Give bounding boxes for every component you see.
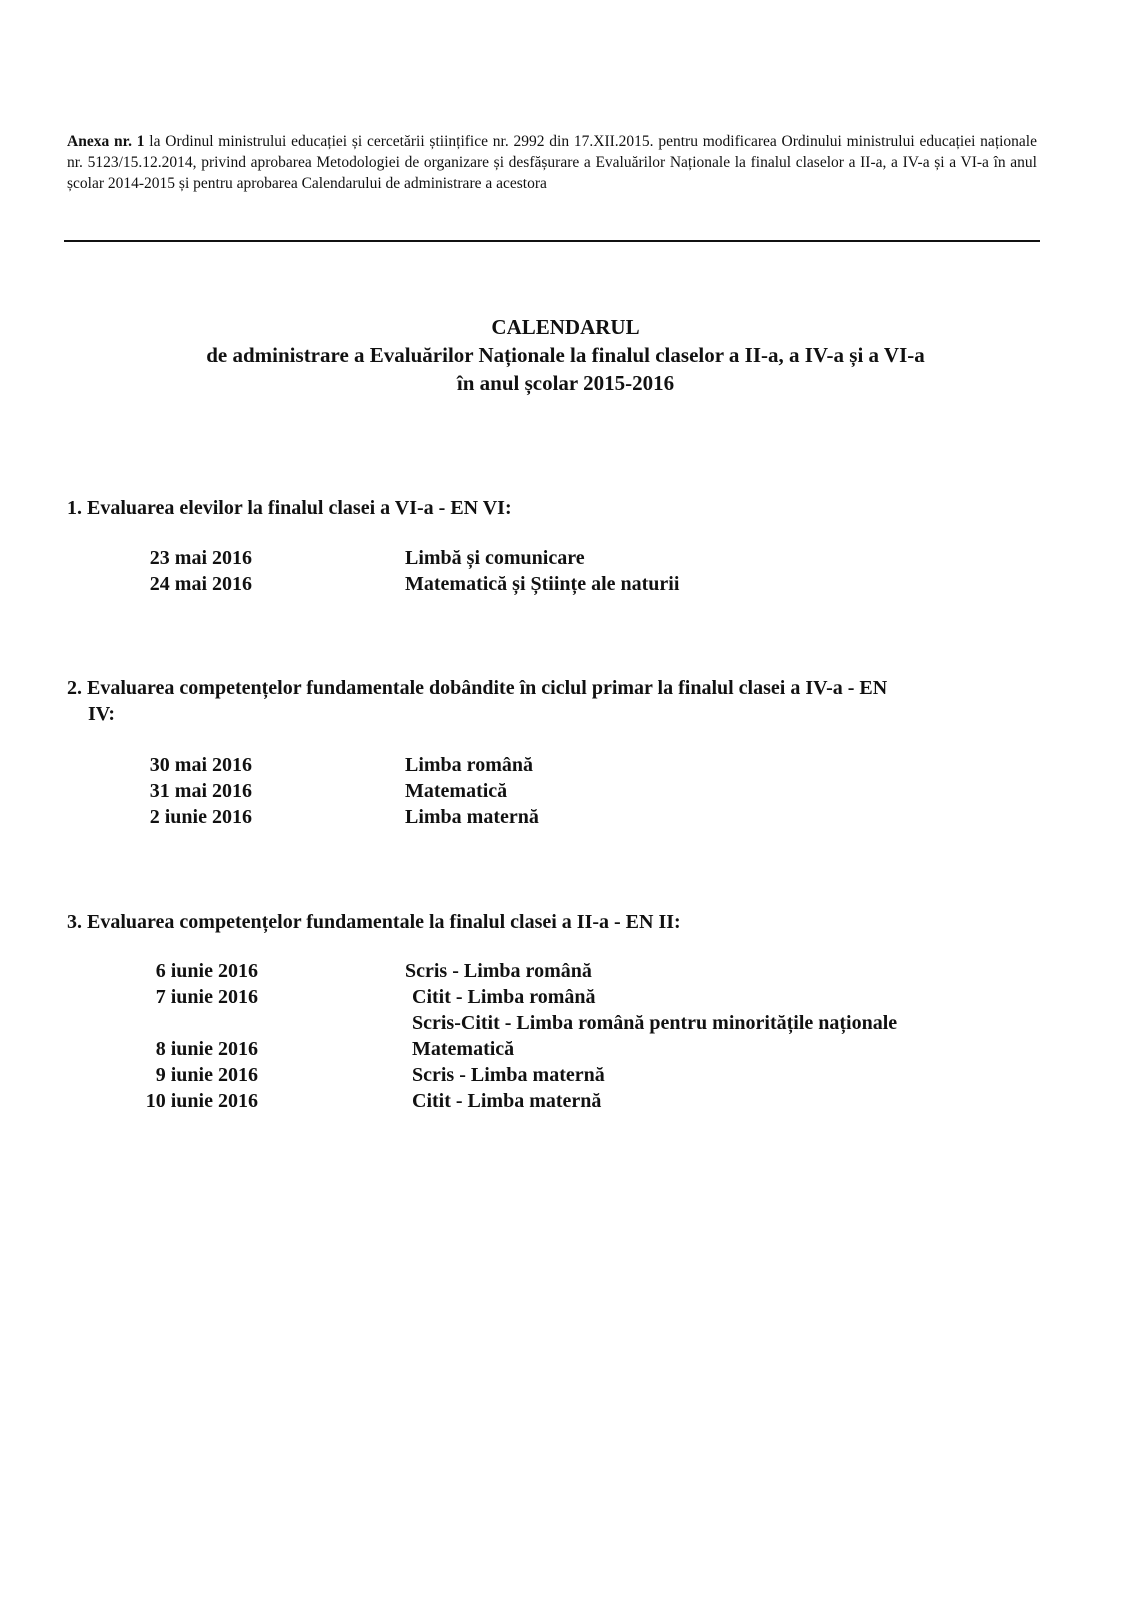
schedule-subject: Matematică xyxy=(405,780,508,802)
title-line-2: de administrare a Evaluărilor Naționale la finalul claselor a II-a, a IV-a și a VI-a xyxy=(206,343,925,367)
schedule-subject: Scris-Citit - Limba română pentru minoritățile naționale xyxy=(412,1012,898,1034)
section-2-heading-line-2: IV: xyxy=(88,703,116,725)
schedule-row xyxy=(67,804,1037,830)
annex-label: Anexa nr. 1 xyxy=(67,133,145,150)
schedule-subject: Limba maternă xyxy=(405,806,539,828)
schedule-row xyxy=(67,545,1037,571)
schedule-row xyxy=(67,1010,1037,1036)
schedule-date: 2 iunie 2016 xyxy=(149,806,252,828)
document-title xyxy=(0,313,1131,397)
schedule-date: 8 iunie 2016 xyxy=(155,1038,258,1060)
schedule-subject: Scris - Limba română xyxy=(405,960,592,982)
header-divider xyxy=(64,240,1040,242)
title-line-1: CALENDARUL xyxy=(491,315,640,339)
schedule-date: 24 mai 2016 xyxy=(149,573,252,595)
schedule-date: 10 iunie 2016 xyxy=(145,1090,258,1112)
schedule-subject: Citit - Limba română xyxy=(412,986,596,1008)
annex-text: la Ordinul ministrului educației și cercetării științifice nr. 2992 din 17.XII.2015. pentru modificarea Ordinului ministrului educației naționale nr. 5123/15.12.2014, privind aprobarea Metodologiei de organizare și desfășurare a Evaluărilor Naționale la finalul claselor a II-a, a IV-a și a VI-a în anul școlar 2014-2015 și pentru aprobarea Calendarului de administrare a acestora xyxy=(67,133,1037,192)
title-line-3: în anul școlar 2015-2016 xyxy=(456,371,675,395)
schedule-subject: Matematică xyxy=(412,1038,515,1060)
annex-header-note xyxy=(67,131,1037,194)
schedule-date: 9 iunie 2016 xyxy=(155,1064,258,1086)
section-2-schedule xyxy=(67,752,1037,830)
schedule-row xyxy=(67,752,1037,778)
section-1-schedule xyxy=(67,545,1037,597)
schedule-row xyxy=(67,958,1037,984)
schedule-row xyxy=(67,778,1037,804)
schedule-subject: Citit - Limba maternă xyxy=(412,1090,602,1112)
schedule-row xyxy=(67,1088,1037,1114)
section-3-heading: 3. Evaluarea competențelor fundamentale la finalul clasei a II-a - EN II: xyxy=(67,911,681,933)
schedule-subject: Matematică și Științe ale naturii xyxy=(405,573,680,595)
section-1-heading: 1. Evaluarea elevilor la finalul clasei a VI-a - EN VI: xyxy=(67,497,512,519)
schedule-subject: Limbă și comunicare xyxy=(405,547,585,569)
schedule-row xyxy=(67,571,1037,597)
section-3-schedule xyxy=(67,958,1037,1114)
schedule-row xyxy=(67,1062,1037,1088)
schedule-subject: Scris - Limba maternă xyxy=(412,1064,605,1086)
schedule-row xyxy=(67,984,1037,1010)
section-2-heading-line-1: 2. Evaluarea competențelor fundamentale dobândite în ciclul primar la finalul clasei a IV-a - EN xyxy=(67,677,888,699)
schedule-subject: Limba română xyxy=(405,754,533,776)
schedule-date: 23 mai 2016 xyxy=(149,547,252,569)
schedule-date: 30 mai 2016 xyxy=(149,754,252,776)
schedule-date: 6 iunie 2016 xyxy=(155,960,258,982)
schedule-date: 7 iunie 2016 xyxy=(155,986,258,1008)
schedule-row xyxy=(67,1036,1037,1062)
schedule-date: 31 mai 2016 xyxy=(149,780,252,802)
section-2-heading xyxy=(67,675,1037,727)
